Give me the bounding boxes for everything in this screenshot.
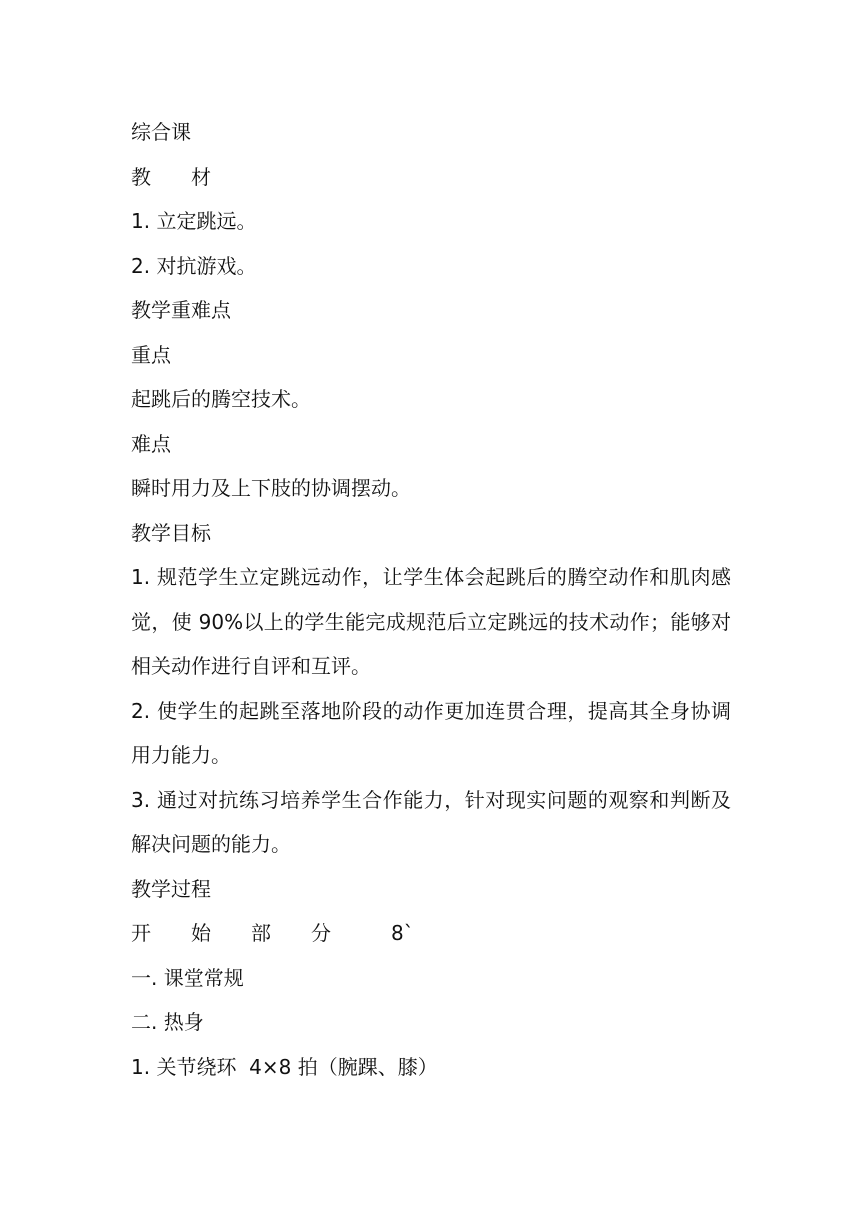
document-body: [131, 110, 731, 1089]
key-point-text: 起跳后的腾空技术。: [131, 387, 311, 411]
material-item-2: 2. 对抗游戏。: [131, 253, 257, 278]
process-heading: 教学过程: [131, 876, 211, 901]
objective-item-3: 3. 通过对抗练习培养学生合作能力，针对现实问题的观察和判断及解决问题的能力。: [131, 787, 731, 856]
routine-item: 一. 课堂常规: [131, 965, 244, 990]
objective-item-1: 1. 规范学生立定跳远动作，让学生体会起跳后的腾空动作和肌肉感觉，使 90%以上的学生能完成规范后立定跳远的技术动作；能够对相关动作进行自评和互评。: [131, 565, 731, 678]
materials-heading: 教 材: [131, 164, 211, 189]
key-point-heading: 重点: [131, 342, 171, 367]
key-difficult-heading: 教学重难点: [131, 298, 231, 322]
material-item-1: 1. 立定跳远。: [131, 209, 257, 233]
lesson-type: 综合课: [131, 120, 191, 144]
warmup-subitem: 1. 关节绕环 4×8 拍（腕踝、膝）: [131, 1054, 438, 1079]
objectives-heading: 教学目标: [131, 520, 211, 545]
difficult-point-heading: 难点: [131, 431, 171, 456]
objective-item-2: 2. 使学生的起跳至落地阶段的动作更加连贯合理，提高其全身协调用力能力。: [131, 698, 731, 767]
start-section-heading: 开 始 部 分 8`: [131, 921, 414, 945]
warmup-item: 二. 热身: [131, 1010, 204, 1034]
difficult-point-text: 瞬时用力及上下肢的协调摆动。: [131, 476, 411, 500]
